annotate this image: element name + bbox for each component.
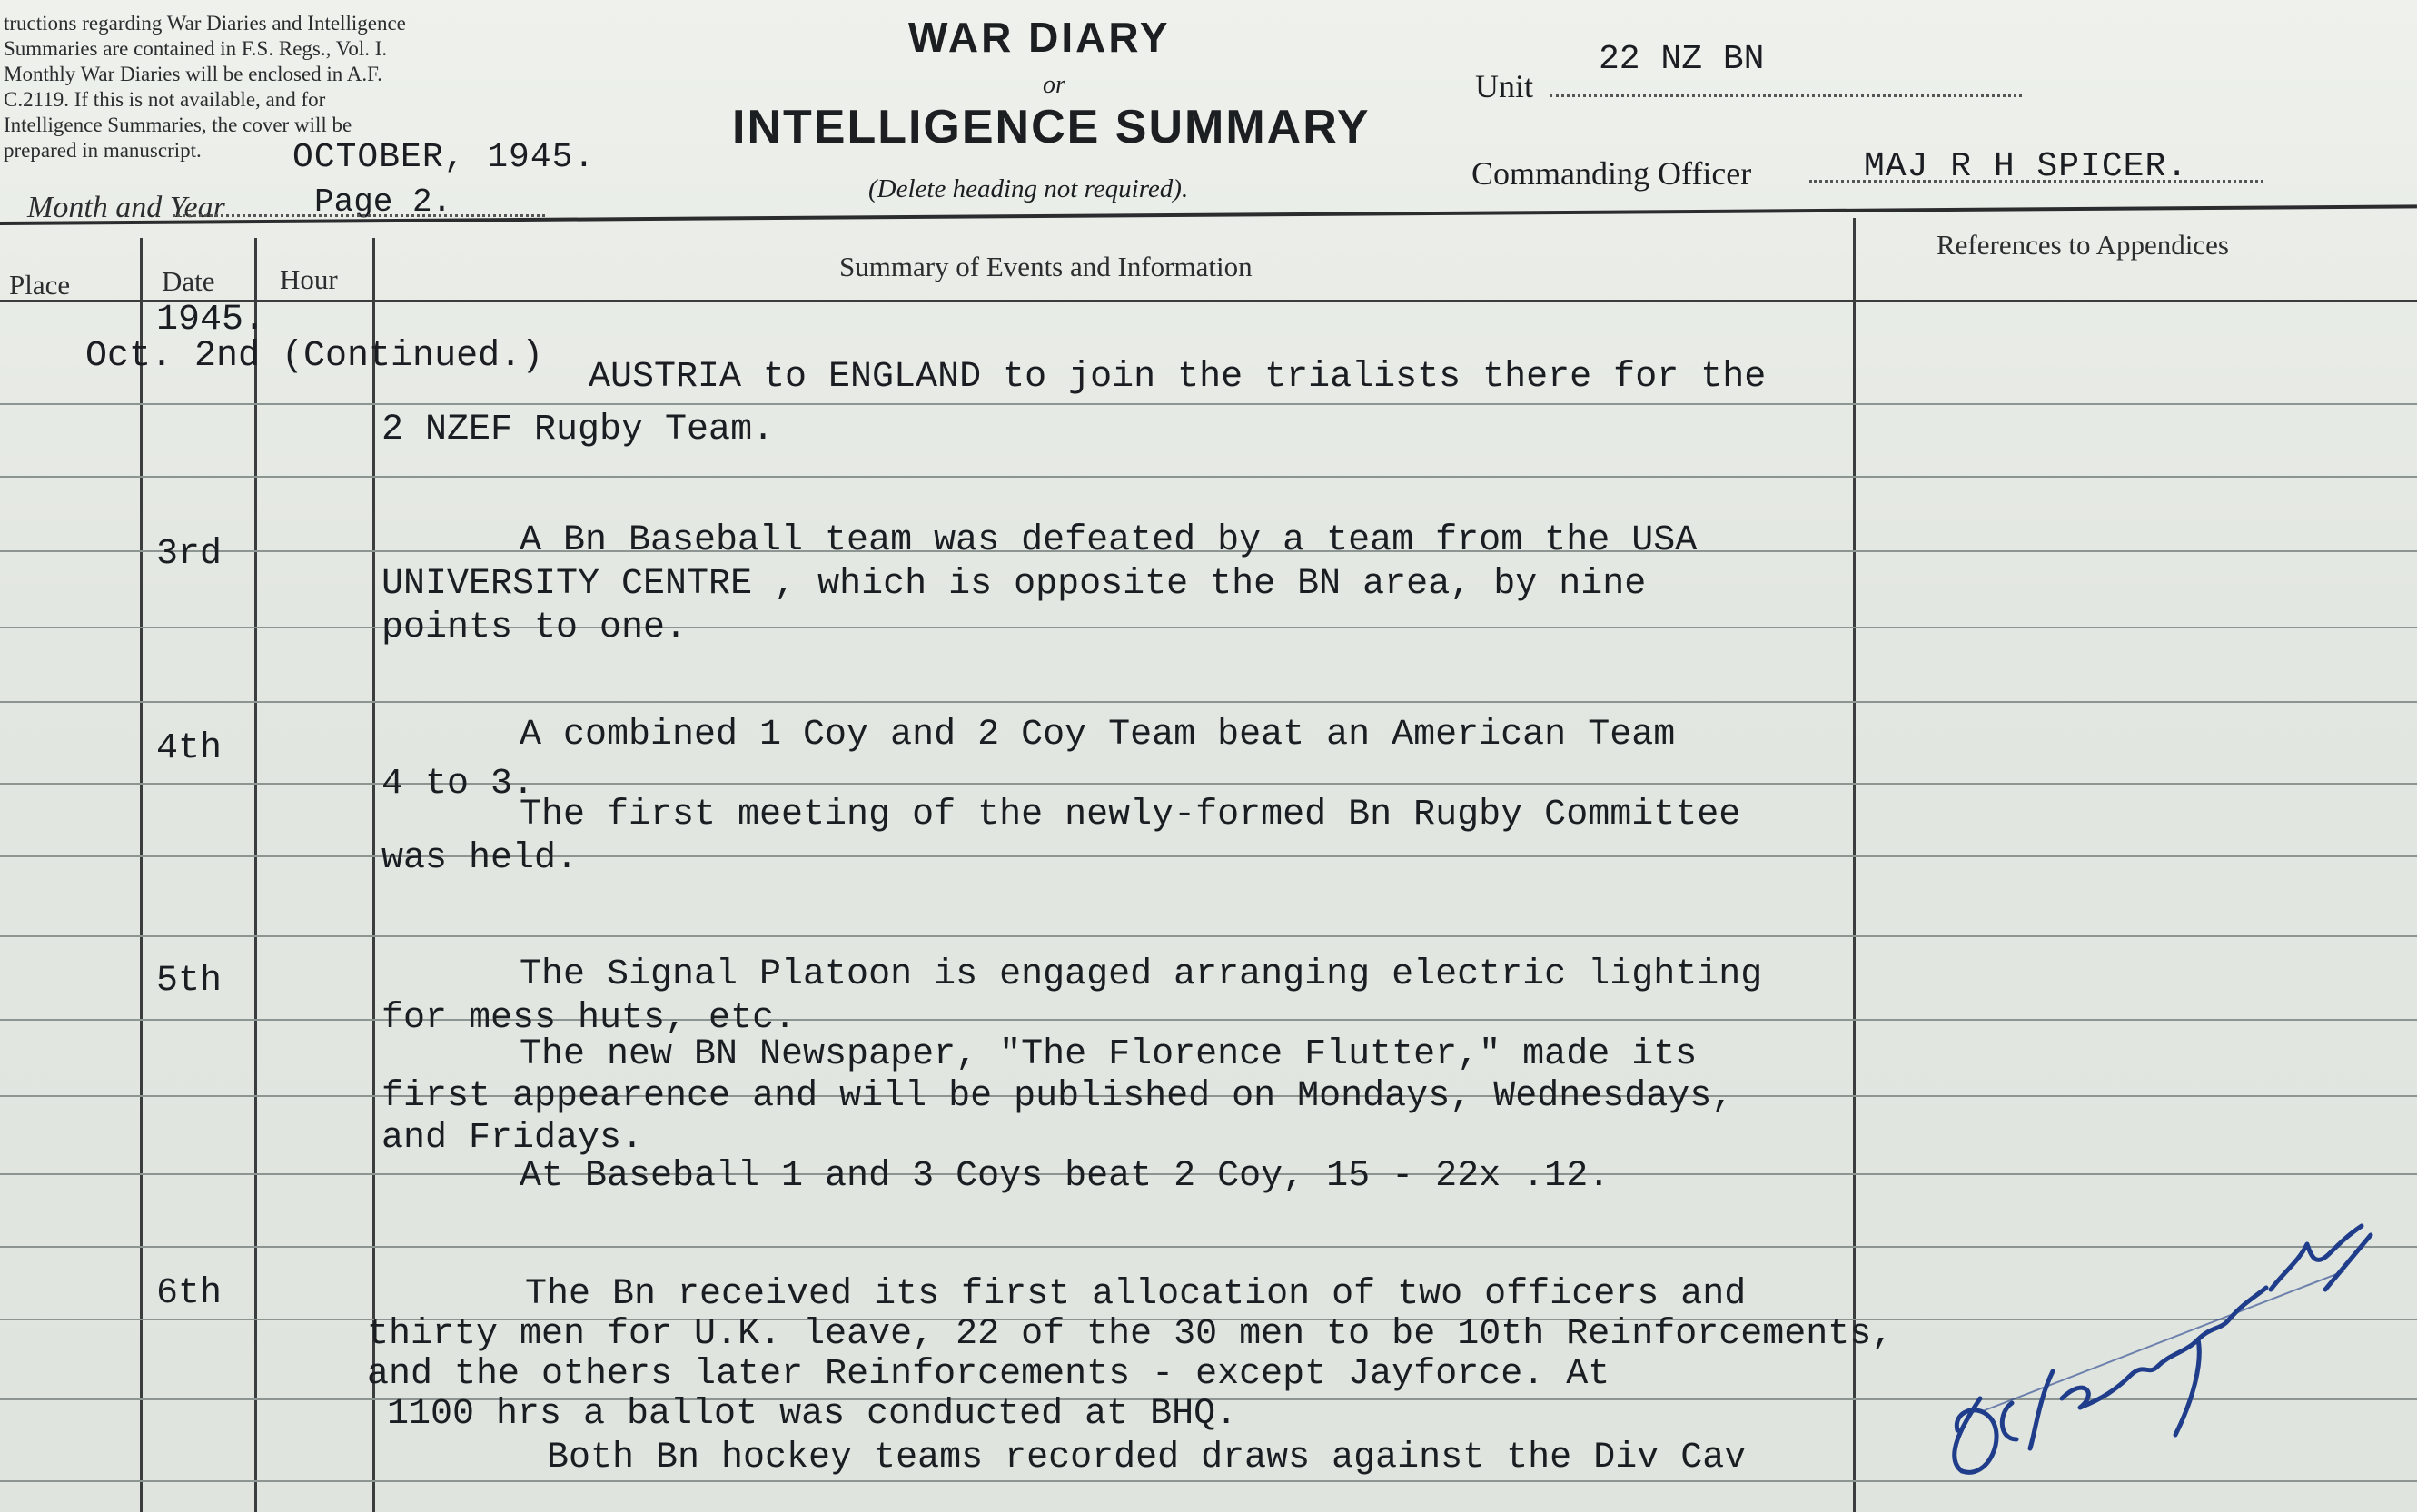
column-header-hour: Hour [280,263,338,295]
instructions-line: prepared in manuscript. [4,139,202,162]
entry-line: 2 NZEF Rugby Team. [381,410,775,450]
entry-line: and the others later Reinforcements - except Jayforce. At [367,1354,1610,1395]
ruled-line [0,701,2417,703]
date-cell-5th: 5th [156,961,223,1002]
column-header-rule [0,300,2417,302]
entry-line: thirty men for U.K. leave, 22 of the 30 men to be 10th Reinforcements, [367,1314,1894,1355]
signature-stroke [2271,1226,2362,1290]
instructions-line: Intelligence Summaries, the cover will be [4,114,352,136]
title-war-diary: WAR DIARY [908,14,1171,61]
entry-line: UNIVERSITY CENTRE , which is opposite the BN area, by nine [381,564,1647,605]
date-cell-6th: 6th [156,1273,223,1314]
entry-line: 1100 hrs a ballot was conducted at BHQ. [387,1394,1238,1435]
entry-line: for mess huts, etc. [381,998,797,1039]
entry-line: points to one. [381,608,688,648]
entry-line: AUSTRIA to ENGLAND to join the trialists there for the [589,357,1767,398]
signature-stroke [2030,1371,2053,1448]
entry-line: At Baseball 1 and 3 Coys beat 2 Coy, 15 - 22x .12. [520,1156,1610,1197]
entry-line: The Bn received its first allocation of two officers and [525,1274,1747,1315]
date-cell-3rd: 3rd [156,534,223,575]
entry-line: The Signal Platoon is engaged arranging electric lighting [520,954,1763,995]
ruled-line [0,783,2417,785]
month-year-dotted-line [173,214,545,217]
commanding-officer-value: MAJ R H SPICER. [1864,147,2189,186]
month-year-label: Month and Year [27,191,225,224]
ruled-line [0,855,2417,857]
ruled-line [0,476,2417,478]
column-divider-date [254,238,257,1512]
instructions-line: tructions regarding War Diaries and Intelligence [4,12,406,35]
column-header-date: Date [162,265,215,297]
unit-dotted-line [1550,94,2022,97]
instructions-line: C.2119. If this is not available, and for [4,88,326,111]
column-divider-place [140,238,143,1512]
unit-value: 22 NZ BN [1599,40,1765,79]
title-or: or [1043,71,1065,99]
column-header-summary: Summary of Events and Information [839,251,1253,282]
signature-stroke [2002,1403,2016,1439]
ruled-line [0,935,2417,937]
entry-line: Both Bn hockey teams recorded draws against the Div Cav [547,1438,1747,1478]
ruled-line [0,627,2417,628]
entry-line: and Fridays. [381,1118,644,1159]
title-intelligence-summary: INTELLIGENCE SUMMARY [732,101,1371,153]
commanding-officer-label: Commanding Officer [1471,155,1752,192]
entry-line: was held. [381,838,579,879]
entry-line: A Bn Baseball team was defeated by a team from the USA [520,520,1698,561]
entry-line: first appearence and will be published on Mondays, Wednesdays, [381,1076,1734,1117]
page-number: Page 2. [314,183,452,221]
handwritten-signature [1926,1217,2398,1489]
signature-stroke [1980,1271,2343,1412]
instructions-line: Summaries are contained in F.S. Regs., Vol. I. [4,37,388,60]
month-year-value: OCTOBER, 1945. [292,138,596,177]
ruled-line [0,403,2417,405]
column-header-references: References to Appendices [1937,229,2229,261]
date-cell-4th: 4th [156,728,223,769]
entry-line: The first meeting of the newly-formed Bn Rugby Committee [520,795,1741,835]
entry-line: The new BN Newspaper, "The Florence Flutter," made its [520,1034,1698,1075]
year-cell: 1945. [156,300,266,341]
entry-line: A combined 1 Coy and 2 Coy Team beat an American Team [520,715,1676,756]
signature-stroke [1955,1398,1996,1472]
column-header-place: Place [9,269,71,301]
ruled-line [0,1019,2417,1021]
entry-line: 4 to 3. [381,764,535,805]
signature-stroke [2325,1235,2371,1290]
continued-date: Oct. 2nd (Continued.) [85,336,544,377]
unit-label: Unit [1475,68,1534,104]
signature-stroke [2062,1288,2266,1408]
title-note: (Delete heading not required). [868,174,1189,203]
instructions-line: Monthly War Diaries will be enclosed in A.F. [4,63,382,85]
